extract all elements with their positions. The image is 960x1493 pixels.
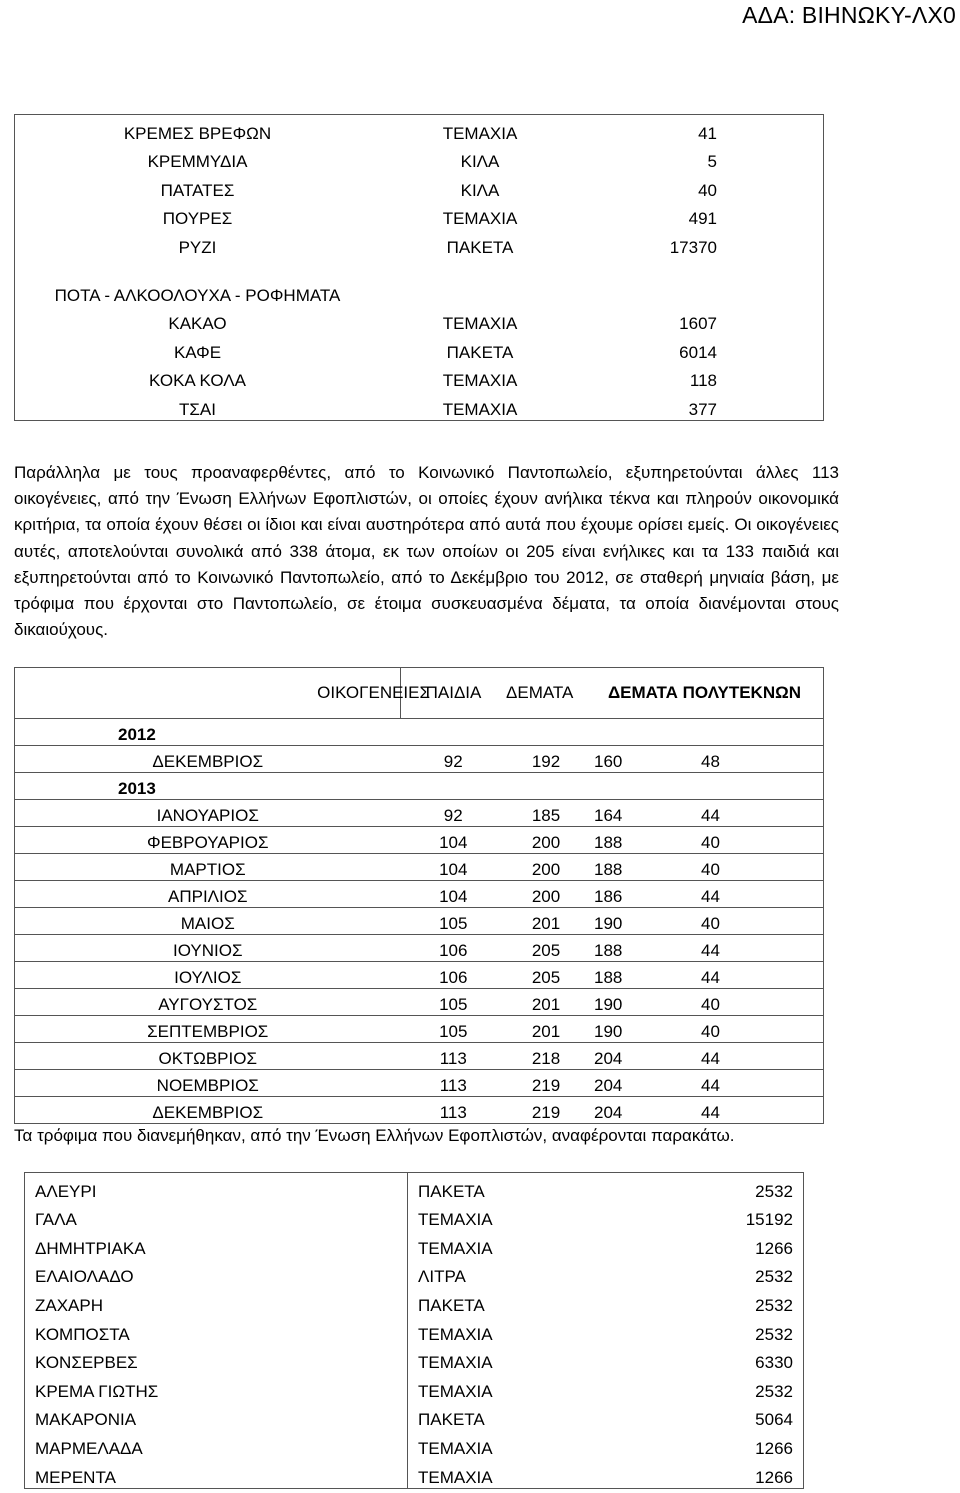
year-label: 2013 [15, 773, 824, 800]
product-name: ΚΟΚΑ ΚΟΛΑ [149, 371, 246, 390]
large-parcels-cell: 48 [689, 746, 824, 773]
year-row [15, 719, 824, 746]
table-row [15, 391, 824, 420]
families-stats-table [14, 667, 824, 1124]
year-row [15, 773, 824, 800]
product-unit: ΠΑΚΕΤΑ [446, 237, 514, 257]
table-row [15, 827, 824, 854]
table-row [15, 746, 824, 773]
families-header: ΟΙΚΟΓΕΝΕΙΕΣ [317, 683, 430, 702]
table-row [15, 962, 824, 989]
parcels-cell: 190 [586, 989, 689, 1016]
large-parcels-cell: 44 [689, 935, 824, 962]
products-table-2 [24, 1172, 804, 1489]
children-header: ΠΑΙΔΙΑ [401, 668, 507, 719]
product-quantity: 5064 [755, 1410, 793, 1430]
families-cell: 106 [401, 935, 507, 962]
product-name: ΡΥΖΙ [178, 237, 217, 257]
product-name: ΤΣΑΙ [179, 399, 216, 419]
month-cell: ΑΠΡΙΛΙΟΣ [15, 881, 401, 908]
product-quantity: 118 [689, 371, 717, 390]
product-unit: ΠΑΚΕΤΑ [418, 1181, 485, 1201]
product-quantity: 1607 [679, 314, 717, 333]
children-cell: 218 [506, 1043, 586, 1070]
product-quantity: 5 [707, 152, 717, 171]
product-quantity: 491 [688, 209, 717, 228]
product-unit: ΠΑΚΕΤΑ [446, 342, 514, 362]
product-unit: ΤΕΜΑΧΙΑ [442, 314, 518, 333]
table-row [25, 1402, 804, 1431]
product-name: ΚΡΕΜΑ ΓΙΩΤΗΣ [25, 1373, 408, 1402]
families-cell: 113 [401, 1070, 507, 1097]
table-row [25, 1287, 804, 1316]
table-row [15, 1043, 824, 1070]
children-cell: 200 [506, 854, 586, 881]
stats-header-row [15, 668, 824, 719]
families-cell: 92 [401, 746, 507, 773]
families-cell: 104 [401, 827, 507, 854]
product-quantity: 2532 [755, 1267, 793, 1287]
product-unit [380, 258, 580, 306]
parcels-cell: 190 [586, 908, 689, 935]
product-unit: ΤΕΜΑΧΙΑ [418, 1353, 493, 1373]
product-name: ΚΑΚΑΟ [168, 314, 227, 333]
product-unit: ΤΕΜΑΧΙΑ [442, 399, 518, 419]
table-row [15, 854, 824, 881]
year-label: 2012 [15, 719, 824, 746]
table-row [15, 908, 824, 935]
table-row [15, 201, 824, 230]
product-quantity: 40 [698, 180, 717, 200]
table-row [15, 935, 824, 962]
table-row [15, 1016, 824, 1043]
table-row [15, 306, 824, 335]
product-quantity: 377 [688, 399, 717, 419]
table-row [25, 1430, 804, 1459]
table-row [15, 144, 824, 173]
document-code: ΑΔΑ: ΒΙΗΝΩΚΥ-ΛΧ0 [742, 2, 956, 28]
month-header [15, 668, 430, 719]
families-cell: 113 [401, 1097, 507, 1124]
large-parcels-cell: 44 [689, 881, 824, 908]
table-row [15, 1097, 824, 1124]
product-name: ΚΡΕΜΕΣ ΒΡΕΦΩΝ [123, 123, 272, 143]
table-row [25, 1316, 804, 1345]
large-parcels-cell: 40 [689, 989, 824, 1016]
table-row [25, 1202, 804, 1231]
families-cell: 104 [401, 854, 507, 881]
month-cell: ΣΕΠΤΕΜΒΡΙΟΣ [15, 1016, 401, 1043]
parcels-cell: 204 [586, 1097, 689, 1124]
product-quantity: 2532 [755, 1295, 793, 1315]
table-row [25, 1373, 804, 1402]
intro-line: Τα τρόφιμα που διανεμήθηκαν, από την Ένωση Ελλήνων Εφοπλιστών, αναφέρονται παρακάτω. [14, 1126, 735, 1145]
table-row [25, 1259, 804, 1288]
table-row [25, 1345, 804, 1374]
product-name: ΚΟΝΣΕΡΒΕΣ [25, 1345, 408, 1374]
large-parcels-cell: 40 [689, 908, 824, 935]
product-unit: ΤΕΜΑΧΙΑ [442, 209, 518, 228]
parcels-header: ΔΕΜΑΤΑ [506, 668, 586, 719]
product-quantity: 6330 [755, 1353, 793, 1373]
product-quantity: 2532 [755, 1181, 793, 1201]
parcels-cell: 188 [586, 827, 689, 854]
product-unit: ΤΕΜΑΧΙΑ [418, 1381, 493, 1401]
product-quantity: 1266 [755, 1467, 793, 1487]
table-row [25, 1230, 804, 1259]
month-cell: ΦΕΒΡΟΥΑΡΙΟΣ [15, 827, 401, 854]
product-quantity: 41 [698, 123, 717, 143]
product-quantity [580, 258, 824, 306]
children-cell: 185 [506, 800, 586, 827]
large-parcels-cell: 40 [689, 854, 824, 881]
product-quantity: 2532 [755, 1381, 793, 1401]
product-name: ΠΟΥΡΕΣ [162, 209, 233, 228]
month-cell: ΟΚΤΩΒΡΙΟΣ [15, 1043, 401, 1070]
children-cell: 192 [506, 746, 586, 773]
product-name: ΚΑΦΕ [173, 342, 222, 362]
parcels-cell: 188 [586, 935, 689, 962]
families-cell: 105 [401, 1016, 507, 1043]
month-cell: ΝΟΕΜΒΡΙΟΣ [15, 1070, 401, 1097]
product-quantity: 6014 [679, 342, 717, 362]
children-cell: 200 [506, 827, 586, 854]
product-unit: ΤΕΜΑΧΙΑ [418, 1238, 493, 1258]
product-unit: ΛΙΤΡΑ [418, 1267, 466, 1287]
product-name: ΖΑΧΑΡΗ [25, 1287, 408, 1316]
product-name: ΠΟΤΑ - ΑΛΚΟΟΛΟΥΧΑ - ΡΟΦΗΜΑΤΑ [54, 285, 341, 305]
product-quantity: 1266 [755, 1438, 793, 1458]
product-name: ΠΑΤΑΤΕΣ [160, 180, 235, 200]
children-cell: 200 [506, 881, 586, 908]
families-cell: 105 [401, 989, 507, 1016]
families-cell: 106 [401, 962, 507, 989]
table-row [15, 115, 824, 144]
product-name: ΓΑΛΑ [25, 1202, 408, 1231]
table-row [15, 881, 824, 908]
families-cell: 92 [401, 800, 507, 827]
product-name: ΑΛΕΥΡΙ [25, 1173, 408, 1202]
children-cell: 205 [506, 935, 586, 962]
large-parcels-cell: 44 [689, 1097, 824, 1124]
large-parcels-cell: 44 [689, 800, 824, 827]
product-unit: ΠΑΚΕΤΑ [418, 1410, 485, 1430]
children-cell: 219 [506, 1097, 586, 1124]
large-parcels-header: ΔΕΜΑΤΑ ΠΟΛΥΤΕΚΝΩΝ [586, 668, 824, 719]
parcels-cell: 204 [586, 1070, 689, 1097]
month-cell: ΙΟΥΝΙΟΣ [15, 935, 401, 962]
children-cell: 201 [506, 908, 586, 935]
parcels-cell: 188 [586, 854, 689, 881]
children-cell: 201 [506, 989, 586, 1016]
parcels-cell: 190 [586, 1016, 689, 1043]
table-row [25, 1459, 804, 1488]
parcels-cell: 186 [586, 881, 689, 908]
table-row [15, 229, 824, 258]
table-row [15, 800, 824, 827]
product-unit: ΤΕΜΑΧΙΑ [418, 1467, 493, 1487]
product-quantity: 2532 [755, 1324, 793, 1344]
families-cell: 105 [401, 908, 507, 935]
product-unit: ΤΕΜΑΧΙΑ [418, 1210, 493, 1230]
product-name: ΜΑΚΑΡΟΝΙΑ [25, 1402, 408, 1431]
product-unit: ΤΕΜΑΧΙΑ [418, 1324, 493, 1344]
month-cell: ΔΕΚΕΜΒΡΙΟΣ [15, 746, 401, 773]
product-unit: ΚΙΛΑ [460, 180, 500, 200]
product-unit: ΤΕΜΑΧΙΑ [442, 123, 518, 143]
product-name: ΜΕΡΕΝΤΑ [25, 1459, 408, 1488]
parcels-cell: 160 [586, 746, 689, 773]
month-cell: ΑΥΓΟΥΣΤΟΣ [15, 989, 401, 1016]
month-cell: ΜΑΡΤΙΟΣ [15, 854, 401, 881]
table-row [15, 334, 824, 363]
product-name: ΚΟΜΠΟΣΤΑ [25, 1316, 408, 1345]
children-cell: 219 [506, 1070, 586, 1097]
table-row [15, 1070, 824, 1097]
product-quantity: 15192 [745, 1210, 793, 1230]
table-row [15, 989, 824, 1016]
description-paragraph: Παράλληλα με τους προαναφερθέντες, από το Κοινωνικό Παντοπωλείο, εξυπηρετούνται άλλες 113 οικογένειες, από την Ένωση Ελλήνων Εφοπλιστών, οι οποίες έχουν ανήλικα τέκνα και πληρούν οικονομικά κριτήρια, τα οποία έχουν θέσει οι ίδιοι και είναι αυστηρότερα από αυτά που έχουμε ορίσει εμείς. Οι οικογένειες αυτές, αποτελούνται συνολικά από 338 άτομα, εκ των οποίων οι 205 είναι ενήλικες και τα 133 παιδιά και εξυπηρετούνται από το Κοινωνικό Παντοπωλείο, από το Δεκέμβριο του 2012, σε σταθερή μηνιαία βάση, με τρόφιμα που έρχονται στο Παντοπωλείο, σε έτοιμα συσκευασμένα δέματα, τα οποία διανέμονται στους δικαιούχους. [14, 463, 839, 640]
families-cell: 113 [401, 1043, 507, 1070]
product-unit: ΤΕΜΑΧΙΑ [442, 371, 518, 390]
month-cell: ΙΑΝΟΥΑΡΙΟΣ [15, 800, 401, 827]
table-row [15, 363, 824, 392]
month-cell: ΔΕΚΕΜΒΡΙΟΣ [15, 1097, 401, 1124]
table-row [25, 1173, 804, 1202]
children-cell: 201 [506, 1016, 586, 1043]
table-row [15, 258, 824, 306]
month-cell: ΙΟΥΛΙΟΣ [15, 962, 401, 989]
children-cell: 205 [506, 962, 586, 989]
large-parcels-cell: 44 [689, 1070, 824, 1097]
table-row [15, 172, 824, 201]
product-name: ΕΛΑΙΟΛΑΔΟ [25, 1259, 408, 1288]
product-name: ΔΗΜΗΤΡΙΑΚΑ [25, 1230, 408, 1259]
product-unit: ΤΕΜΑΧΙΑ [418, 1438, 493, 1458]
product-quantity: 17370 [669, 237, 717, 257]
product-name: ΚΡΕΜΜΥΔΙΑ [147, 152, 248, 171]
large-parcels-cell: 40 [689, 827, 824, 854]
product-unit: ΚΙΛΑ [460, 152, 500, 171]
parcels-cell: 164 [586, 800, 689, 827]
large-parcels-cell: 44 [689, 1043, 824, 1070]
product-unit: ΠΑΚΕΤΑ [418, 1295, 485, 1315]
products-table-1 [14, 114, 824, 421]
large-parcels-cell: 44 [689, 962, 824, 989]
parcels-cell: 204 [586, 1043, 689, 1070]
large-parcels-cell: 40 [689, 1016, 824, 1043]
families-cell: 104 [401, 881, 507, 908]
product-name: ΜΑΡΜΕΛΑΔΑ [25, 1430, 408, 1459]
month-cell: ΜΑΙΟΣ [15, 908, 401, 935]
product-quantity: 1266 [755, 1238, 793, 1258]
parcels-cell: 188 [586, 962, 689, 989]
